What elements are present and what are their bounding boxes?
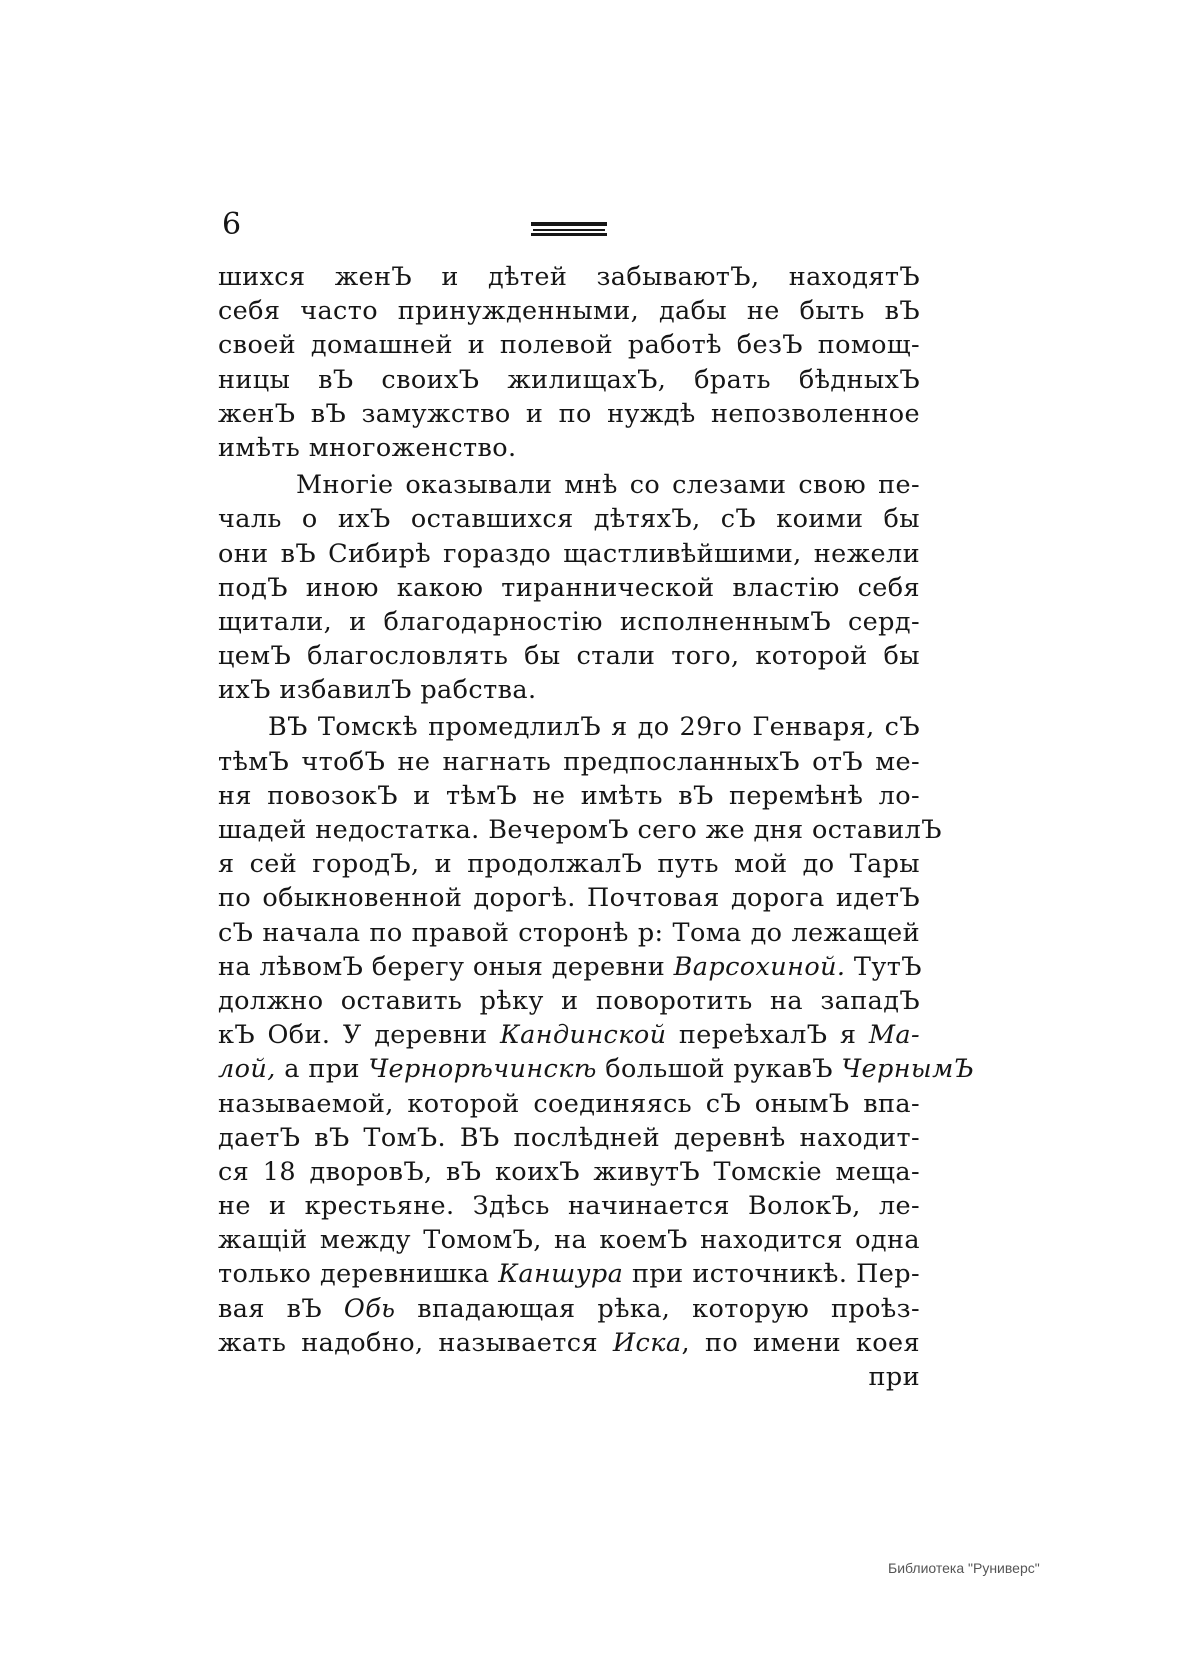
text-line bbox=[218, 950, 920, 984]
text-line bbox=[218, 1292, 920, 1326]
text-line: имѣть многоженство. bbox=[218, 432, 517, 463]
text-line: называемой, которой соединяясь сЪ онымЪ впа- bbox=[218, 1088, 920, 1119]
italic-place-name: Ма- bbox=[868, 1020, 920, 1051]
italic-place-name: ЧернымЪ bbox=[841, 1054, 975, 1085]
page-number: 6 bbox=[222, 207, 242, 242]
text-line bbox=[218, 1018, 920, 1052]
text-line: ихЪ избавилЪ рабства. bbox=[218, 675, 537, 706]
text-run: большой рукавЪ bbox=[596, 1054, 842, 1085]
text-line: подЪ иною какою тираннической властію себя bbox=[218, 572, 920, 603]
text-line: шихся женЪ и дѣтей забываютЪ, находятЪ bbox=[218, 262, 920, 292]
text-line: ницы вЪ своихЪ жилищахЪ, брать бѣдныхЪ bbox=[218, 364, 920, 395]
text-line: цемЪ благословлять бы стали того, которой бы bbox=[218, 641, 920, 672]
text-line: женЪ вЪ замужство и по нуждѣ непозволенное bbox=[218, 398, 920, 429]
text-run: жать надобно, называется bbox=[218, 1327, 613, 1358]
text-line: они вЪ Сибирѣ гораздо щастливѣйшими, нежели bbox=[218, 538, 920, 569]
text-line: ся 18 дворовЪ, вЪ коихЪ живутЪ Томскіе меща- bbox=[218, 1156, 920, 1187]
text-line: должно оставить рѣку и поворотить на западЪ bbox=[218, 985, 920, 1016]
text-line: я сей городЪ, и продолжалЪ путь мой до Тары bbox=[218, 849, 920, 880]
text-line: своей домашней и полевой работѣ безЪ помощ- bbox=[218, 330, 920, 361]
text-run: впадающая рѣка, которую проѣз- bbox=[395, 1293, 920, 1324]
italic-place-name: Кандинской bbox=[500, 1020, 667, 1051]
header-ornament-rule bbox=[531, 222, 607, 236]
text-run: вая вЪ bbox=[218, 1293, 344, 1324]
text-run: ТутЪ bbox=[845, 951, 922, 982]
italic-place-name: лой, bbox=[218, 1054, 276, 1085]
text-line: ня повозокЪ и тѣмЪ не имѣть вЪ перемѣнѣ ло- bbox=[218, 780, 920, 811]
text-line: Многіе оказывали мнѣ со слезами свою пе- bbox=[296, 470, 920, 501]
italic-place-name: Обь bbox=[343, 1293, 396, 1324]
text-run: кЪ Оби. У деревни bbox=[218, 1020, 501, 1051]
body-text bbox=[218, 260, 975, 1394]
italic-place-name: Иска bbox=[612, 1327, 682, 1358]
library-watermark: Библиотека "Руниверс" bbox=[888, 1560, 1040, 1576]
text-line: щитали, и благодарностію исполненнымЪ серд- bbox=[218, 606, 920, 637]
text-run: а при bbox=[275, 1054, 369, 1085]
text-line: себя часто принужденными, дабы не быть вЪ bbox=[218, 296, 920, 327]
text-run: , по имени коея bbox=[681, 1327, 920, 1358]
text-line: жащій между ТомомЪ, на коемЪ находится одна bbox=[218, 1225, 920, 1256]
text-line bbox=[218, 1326, 920, 1360]
text-line bbox=[218, 1257, 920, 1291]
text-line: тѣмЪ чтобЪ не нагнать предпосланныхЪ отЪ ме- bbox=[218, 746, 920, 777]
catchword: при bbox=[868, 1362, 920, 1392]
italic-place-name: Варсохиной. bbox=[673, 951, 846, 982]
text-run: переѣхалЪ я bbox=[666, 1020, 869, 1051]
text-line: ВЪ Томскѣ промедлилЪ я до 29го Генваря, сЪ bbox=[268, 712, 920, 743]
text-run: на лѣвомЪ берегу оныя деревни bbox=[218, 951, 674, 982]
text-run: только деревнишка bbox=[218, 1259, 499, 1290]
text-line: чаль о ихЪ оставшихся дѣтяхЪ, сЪ коими бы bbox=[218, 504, 920, 535]
text-line: по обыкновенной дорогѣ. Почтовая дорога идетЪ bbox=[218, 883, 920, 914]
text-line: шадей недостатка. ВечеромЪ сего же дня оставилЪ bbox=[218, 815, 942, 845]
text-line: сЪ начала по правой сторонѣ р: Тома до лежащей bbox=[218, 917, 920, 948]
text-run: при источникѣ. Пер- bbox=[623, 1259, 920, 1290]
italic-place-name: Каншура bbox=[498, 1259, 624, 1290]
text-line: даетЪ вЪ ТомЪ. ВЪ послѣдней деревнѣ находит- bbox=[218, 1122, 920, 1153]
text-line: не и крестьяне. Здѣсь начинается ВолокЪ, ле- bbox=[218, 1191, 920, 1222]
text-line bbox=[218, 1052, 975, 1086]
italic-place-name: Чернорѣчинскѣ bbox=[368, 1054, 597, 1085]
